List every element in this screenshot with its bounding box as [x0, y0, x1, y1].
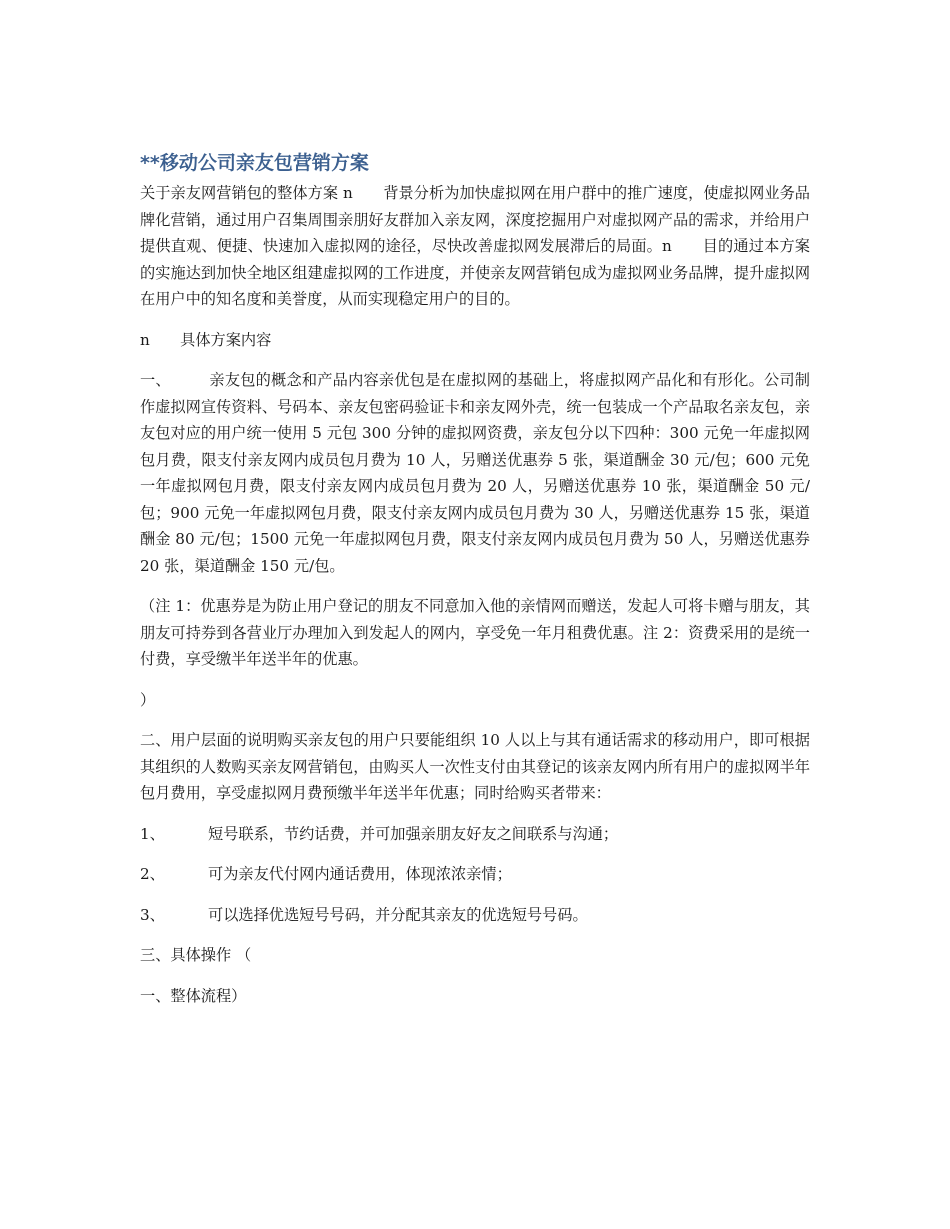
list-item [140, 902, 810, 929]
paragraph-product-content: 一、 亲友包的概念和产品内容亲优包是在虚拟网的基础上，将虚拟网产品化和有形化。公司制作虚拟网宣传资料、号码本、亲友包密码验证卡和亲友网外壳，统一包装成一个产品取名亲友包，亲友包对应的用户统一使用 5 元包 300 分钟的虚拟网资费，亲友包分以下四种：300 元免一年虚拟网包月费，限支付亲友网内成员包月费为 10 人，另赠送优惠券 5 张，渠道酬金 30 元/包；600 元免一年虚拟网包月费，限支付亲友网内成员包月费为 20 人，另赠送优惠券 10 张，渠道酬金 50 元/包；900 元免一年虚拟网包月费，限支付亲友网内成员包月费为 30 人，另赠送优惠券 15 张，渠道酬金 80 元/包；1500 元免一年虚拟网包月费，限支付亲友网内成员包月费为 50 人，另赠送优惠券 20 张，渠道酬金 150 元/包。 [140, 371, 810, 575]
list-item [140, 821, 810, 848]
paragraph-background: 关于亲友网营销包的整体方案 n 背景分析为加快虚拟网在用户群中的推广速度，使虚拟网业务品牌化营销，通过用户召集周围亲朋好友群加入亲友网，深度挖掘用户对虚拟网产品的需求，并给用户提供直观、便捷、快速加入虚拟网的途径，尽快改善虚拟网发展滞后的局面。n 目的通过本方案的实施达到加快全地区组建虚拟网的工作进度，并使亲友网营销包成为虚拟网业务品牌，提升虚拟网在用户中的知名度和美誉度，从而实现稳定用户的目的。 [140, 184, 810, 308]
paragraph-user-level: 二、用户层面的说明购买亲友包的用户只要能组织 10 人以上与其有通话需求的移动用户，即可根据其组织的人数购买亲友网营销包，由购买人一次性支付由其登记的该亲友网内所有用户的虚拟网半年包月费用，享受虚拟网月费预缴半年送半年优惠；同时给购买者带来： [140, 731, 810, 802]
list-item-text: 可为亲友代付网内通话费用，体现浓浓亲情； [208, 865, 512, 883]
paragraph-notes: （注 1：优惠券是为防止用户登记的朋友不同意加入他的亲情网而赠送，发起人可将卡赠与朋友，其朋友可持券到各营业厅办理加入到发起人的网内，享受免一年月租费优惠。注 2：资费采用的是统一付费，享受缴半年送半年的优惠。 [140, 597, 810, 668]
list-item-text: 可以选择优选短号号码，并分配其亲友的优选短号号码。 [208, 905, 588, 924]
paragraph-flow-heading: 一、整体流程） [140, 986, 247, 1005]
list-item [140, 861, 810, 888]
paragraph-close-paren: ） [140, 690, 156, 709]
list-item-number: 1、 [140, 824, 165, 843]
list-item-text: 短号联系，节约话费，并可加强亲朋友好友之间联系与沟通； [208, 824, 619, 843]
list-item-number: 2、 [140, 865, 165, 883]
paragraph-operations-heading: 三、具体操作 （ [140, 946, 252, 964]
document-title: **移动公司亲友包营销方案 [140, 152, 369, 174]
paragraph-plan-heading: n 具体方案内容 [140, 330, 272, 349]
document-page [140, 148, 810, 1009]
list-item-number: 3、 [140, 905, 165, 924]
